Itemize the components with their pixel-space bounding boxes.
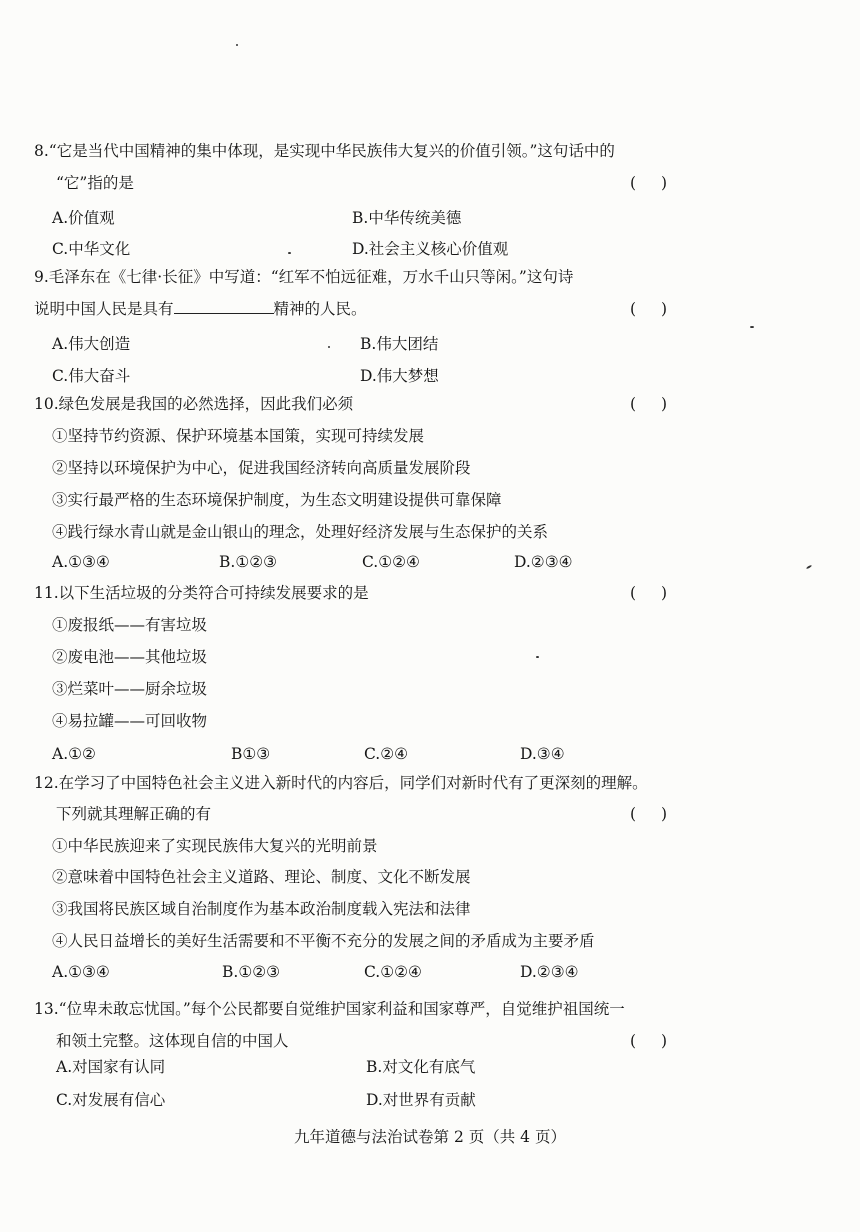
question-9-stem-line-2 [34, 298, 367, 320]
question-9-option-b: B.伟大团结 [360, 335, 439, 353]
question-13-option-a: A.对国家有认同 [56, 1058, 166, 1076]
question-11-option-a: A.①② [52, 745, 96, 763]
scan-speck [288, 252, 291, 254]
question-12-option-d: D.②③④ [520, 963, 579, 981]
question-10-statement-1: ①坚持节约资源、保护环境基本国策，实现可持续发展 [52, 427, 425, 445]
question-13-stem-line-2: 和领土完整。这体现自信的中国人 [56, 1032, 289, 1050]
question-12-statement-2: ②意味着中国特色社会主义道路、理论、制度、文化不断发展 [52, 868, 471, 886]
question-11-statement-3: ③烂菜叶——厨余垃圾 [52, 680, 208, 698]
question-8-answer-paren: ( ) [630, 174, 668, 192]
question-12-statement-4: ④人民日益增长的美好生活需要和不平衡不充分的发展之间的矛盾成为主要矛盾 [52, 932, 595, 950]
question-11-option-c: C.②④ [364, 745, 409, 763]
question-8-option-b: B.中华传统美德 [352, 209, 462, 227]
question-8-stem-line-2: “它”指的是 [56, 174, 134, 192]
question-8-option-d: D.社会主义核心价值观 [352, 240, 509, 258]
question-9-stem-text-after-blank: 精神的人民。 [273, 300, 367, 318]
question-10-statement-3: ③实行最严格的生态环境保护制度，为生态文明建设提供可靠保障 [52, 491, 502, 509]
question-12-option-c: C.①②④ [364, 963, 422, 981]
scan-speck [236, 44, 238, 46]
question-10-option-d: D.②③④ [514, 553, 573, 571]
question-9-option-a: A.伟大创造 [52, 335, 131, 353]
question-13-option-c: C.对发展有信心 [56, 1091, 166, 1109]
question-13-stem-line-1: 13.“位卑未敢忘忧国。”每个公民都要自觉维护国家利益和国家尊严，自觉维护祖国统一 [34, 1000, 625, 1018]
question-10-option-a: A.①③④ [52, 553, 110, 571]
question-12-option-a: A.①③④ [52, 963, 110, 981]
scan-speck [328, 346, 330, 348]
question-12-statement-3: ③我国将民族区域自治制度作为基本政治制度载入宪法和法律 [52, 900, 471, 918]
question-10-answer-paren: ( ) [630, 395, 668, 413]
question-9-stem-line-1: 9.毛泽东在《七律·长征》中写道：“红军不怕远征难，万水千山只等闲。”这句诗 [34, 268, 574, 286]
question-12-statement-1: ①中华民族迎来了实现民族伟大复兴的光明前景 [52, 837, 378, 855]
question-11-option-b: B①③ [231, 745, 271, 763]
question-10-statement-4: ④践行绿水青山就是金山银山的理念，处理好经济发展与生态保护的关系 [52, 523, 549, 541]
fill-in-blank [174, 299, 274, 314]
question-10-option-c: C.①②④ [362, 553, 420, 571]
question-12-answer-paren: ( ) [630, 805, 668, 823]
question-11-stem: 11.以下生活垃圾的分类符合可持续发展要求的是 [34, 584, 369, 602]
question-8-stem-line-1: 8.“它是当代中国精神的集中体现，是实现中华民族伟大复兴的价值引领。”这句话中的 [34, 142, 615, 160]
question-13-answer-paren: ( ) [630, 1032, 668, 1050]
question-12-option-b: B.①②③ [222, 963, 281, 981]
question-9-option-c: C.伟大奋斗 [52, 367, 131, 385]
question-11-answer-paren: ( ) [630, 584, 668, 602]
question-10-option-b: B.①②③ [219, 553, 278, 571]
question-9-answer-paren: ( ) [630, 300, 668, 318]
question-10-stem: 10.绿色发展是我国的必然选择，因此我们必须 [34, 395, 354, 413]
question-13-option-b: B.对文化有底气 [366, 1058, 476, 1076]
scan-speck [536, 656, 539, 658]
page-footer: 九年道德与法治试卷第 2 页（共 4 页） [294, 1128, 566, 1146]
question-12-stem-line-1: 12.在学习了中国特色社会主义进入新时代的内容后，同学们对新时代有了更深刻的理解。 [34, 774, 648, 792]
question-13-option-d: D.对世界有贡献 [366, 1091, 476, 1109]
scan-speck [750, 326, 754, 328]
scan-speck [806, 565, 812, 570]
question-12-stem-line-2: 下列就其理解正确的有 [56, 805, 212, 823]
question-11-statement-4: ④易拉罐——可回收物 [52, 712, 208, 730]
question-9-stem-text-before-blank: 说明中国人民是具有 [34, 300, 174, 318]
question-8-option-c: C.中华文化 [52, 240, 131, 258]
question-11-option-d: D.③④ [520, 745, 565, 763]
question-10-statement-2: ②坚持以环境保护为中心，促进我国经济转向高质量发展阶段 [52, 459, 471, 477]
question-9-option-d: D.伟大梦想 [360, 367, 439, 385]
question-11-statement-1: ①废报纸——有害垃圾 [52, 616, 208, 634]
question-11-statement-2: ②废电池——其他垃圾 [52, 648, 208, 666]
question-8-option-a: A.价值观 [52, 209, 115, 227]
